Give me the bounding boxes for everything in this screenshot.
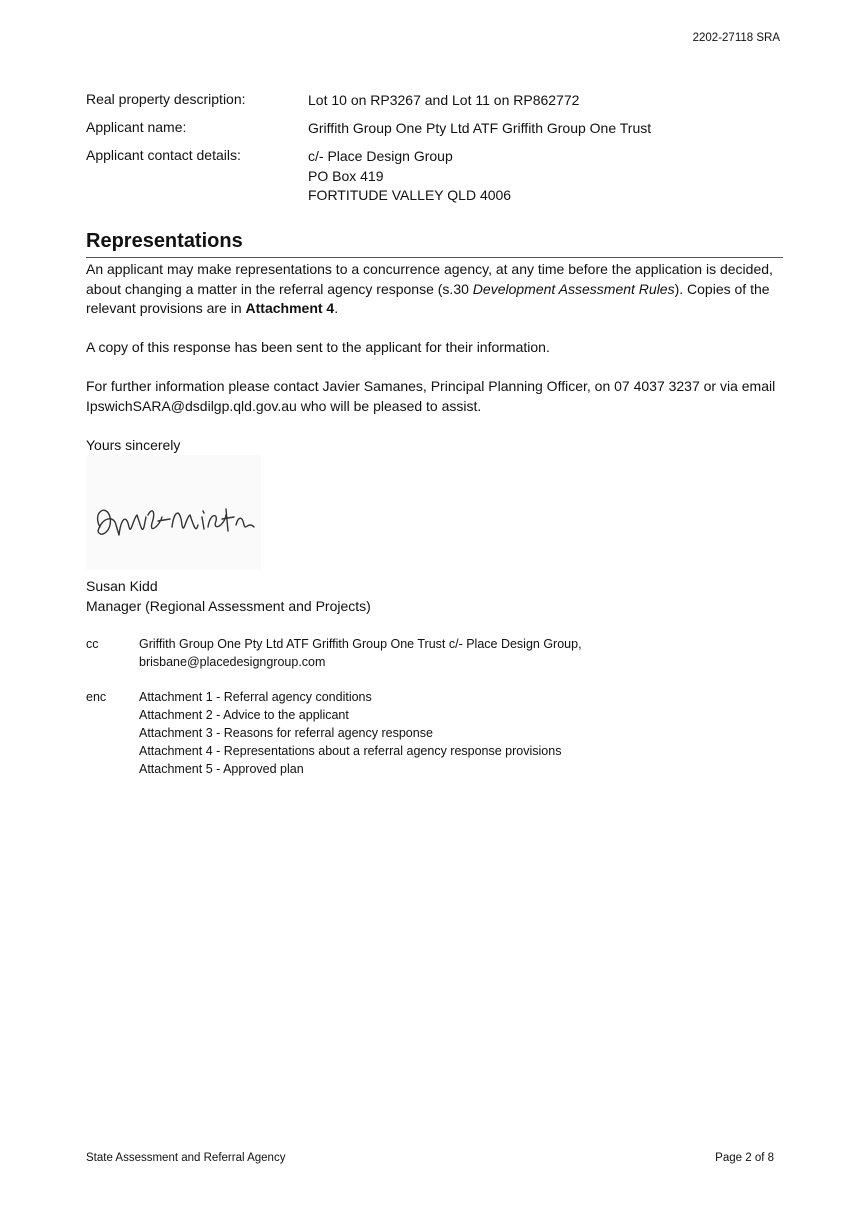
- enclosure-item: Attachment 2 - Advice to the applicant: [139, 708, 349, 722]
- applicant-contact-value: [308, 147, 511, 206]
- section-heading: Representations: [86, 230, 243, 252]
- enclosure-item: Attachment 1 - Referral agency conditions: [139, 690, 372, 704]
- contact-line-2: PO Box 419: [308, 167, 384, 184]
- paragraph-text-c: .: [334, 300, 339, 316]
- paragraph-text-b: ). Copies of the relevant provisions are in: [86, 280, 770, 316]
- cc-recipients: [139, 635, 582, 671]
- applicant-name-label: Applicant name:: [86, 119, 187, 135]
- contact-line-1: c/- Place Design Group: [308, 148, 453, 164]
- heading-rule: [86, 257, 783, 258]
- cc-label: cc: [86, 637, 99, 651]
- paragraph-italic-rules: Development Assessment Rules: [472, 280, 675, 297]
- contact-line-3: FORTITUDE VALLEY QLD 4006: [308, 187, 512, 203]
- signatory-title: Manager (Regional Assessment and Projects): [86, 598, 371, 614]
- enclosure-item: Attachment 5 - Approved plan: [139, 762, 304, 776]
- representations-paragraph: [86, 260, 786, 319]
- enclosure-item: Attachment 3 - Reasons for referral agency response: [139, 726, 433, 740]
- signatory-name: Susan Kidd: [86, 578, 158, 594]
- contact-paragraph: For further information please contact Javier Samanes, Principal Planning Officer, on 07 4037 3237 or via email IpswichSARA@dsdilgp.qld.gov.au who will be pleased to assist.: [86, 378, 776, 414]
- paragraph-text-a: An applicant may make representations to a concurrence agency, at any time before the application is decided, about changing a matter in the referral agency response (s.30: [86, 261, 773, 297]
- enclosure-item: Attachment 4 - Representations about a referral agency response provisions: [139, 744, 562, 758]
- property-description-label: Real property description:: [86, 91, 246, 107]
- copy-sent-paragraph: A copy of this response has been sent to the applicant for their information.: [86, 339, 550, 355]
- applicant-contact-label: Applicant contact details:: [86, 147, 241, 163]
- footer-agency: State Assessment and Referral Agency: [86, 1152, 286, 1164]
- enc-label: enc: [86, 690, 107, 704]
- cc-line-2: brisbane@placedesigngroup.com: [139, 655, 326, 669]
- document-reference: 2202-27118 SRA: [692, 32, 780, 44]
- property-description-value: Lot 10 on RP3267 and Lot 11 on RP862772: [308, 92, 580, 108]
- footer-page-number: Page 2 of 8: [715, 1152, 774, 1164]
- signature-image: [86, 455, 261, 570]
- enclosures-list: [139, 688, 561, 778]
- cc-line-1: Griffith Group One Pty Ltd ATF Griffith Group One Trust c/- Place Design Group,: [139, 637, 582, 651]
- applicant-name-value: Griffith Group One Pty Ltd ATF Griffith Group One Trust: [308, 120, 652, 136]
- paragraph-bold-attachment: Attachment 4: [245, 300, 335, 316]
- closing-salutation: Yours sincerely: [86, 437, 181, 453]
